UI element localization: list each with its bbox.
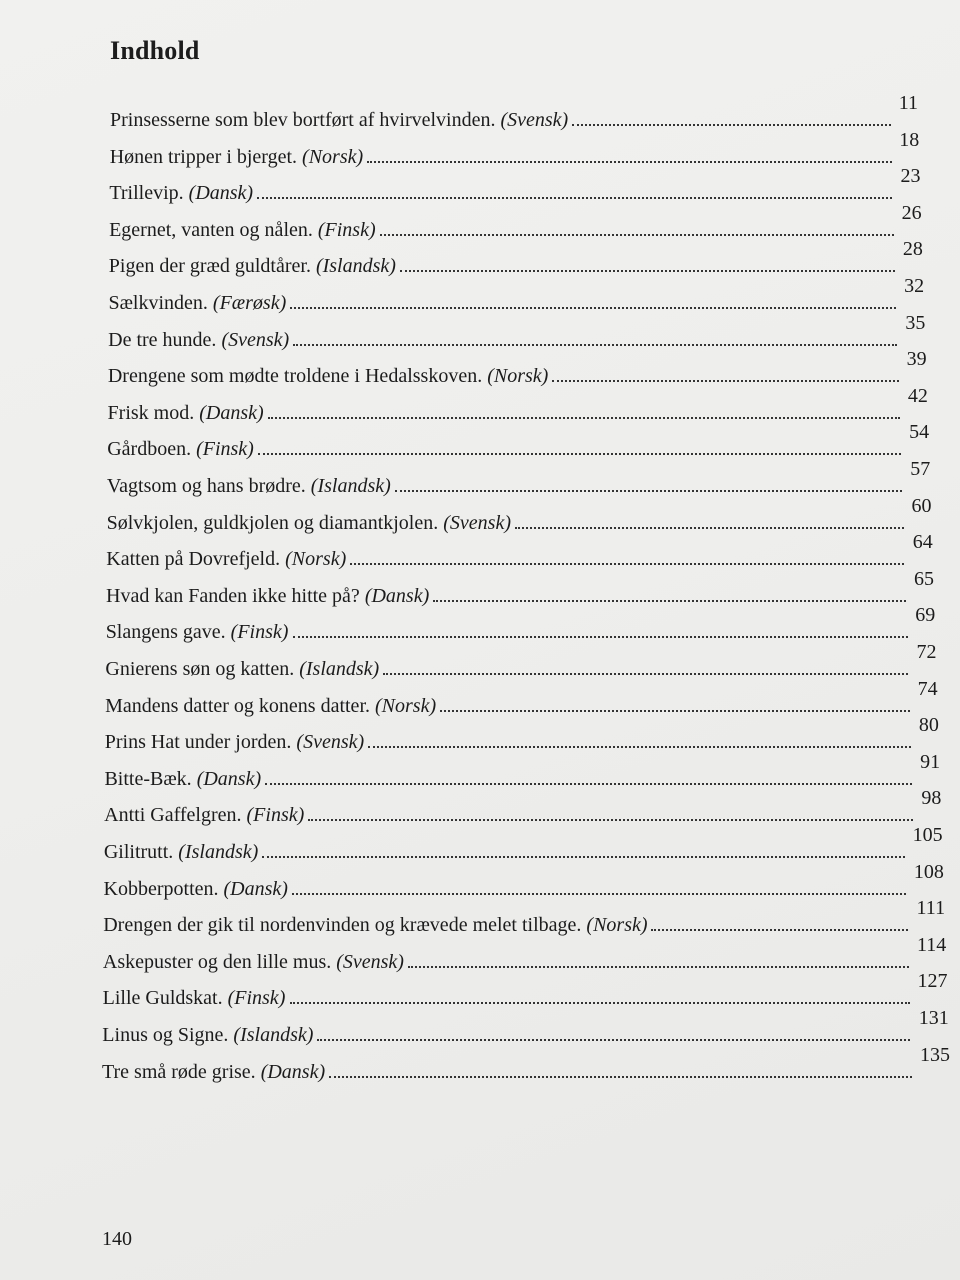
entry-origin: (Dansk) bbox=[196, 767, 262, 790]
entry-page-number: 72 bbox=[916, 641, 937, 663]
toc-entry bbox=[107, 458, 930, 498]
dot-leader bbox=[268, 417, 900, 419]
entry-page-number: 114 bbox=[917, 933, 947, 956]
dot-leader bbox=[262, 856, 905, 858]
entry-origin: (Dansk) bbox=[364, 584, 430, 607]
entry-origin: (Norsk) bbox=[285, 548, 347, 571]
toc-entry bbox=[103, 970, 948, 1010]
entry-title-text: Sølvkjolen, guldkjolen og diamantkjolen. bbox=[106, 511, 439, 534]
entry-title-text: Linus og Signe. bbox=[102, 1024, 229, 1046]
toc-entry bbox=[105, 678, 938, 718]
entry-page-number: 127 bbox=[917, 970, 948, 993]
entry-title-text: Gnierens søn og katten. bbox=[105, 658, 295, 680]
entry-title-text: Kobberpotten. bbox=[103, 877, 219, 900]
entry-title-text: Prinsesserne som blev bortført af hvirvelvinden. bbox=[110, 109, 496, 131]
dot-leader bbox=[258, 453, 901, 455]
page-title: Indhold bbox=[110, 36, 200, 65]
entry-origin: (Svensk) bbox=[336, 950, 404, 973]
entry-title-text: Vagtsom og hans brødre. bbox=[106, 475, 306, 497]
toc-entry bbox=[108, 312, 925, 352]
entry-title-text: Gilitrutt. bbox=[103, 841, 174, 863]
entry-page-number: 54 bbox=[909, 421, 930, 444]
entry-title-text: Trillevip. bbox=[109, 182, 184, 205]
entry-page-number: 105 bbox=[912, 824, 943, 846]
entry-page-number: 131 bbox=[918, 1007, 949, 1029]
entry-origin: (Islandsk) bbox=[299, 658, 380, 680]
dot-leader bbox=[367, 161, 892, 163]
entry-origin: (Svensk) bbox=[500, 109, 569, 131]
entry-title-text: Drengene som mødte troldene i Hedalsskoven. bbox=[107, 365, 483, 388]
entry-page-number: 64 bbox=[912, 531, 933, 554]
entry-origin: (Islandsk) bbox=[315, 255, 396, 278]
entry-page-number: 111 bbox=[916, 897, 946, 920]
entry-page-number: 60 bbox=[911, 494, 932, 517]
entry-title-text: De tre hunde. bbox=[108, 328, 217, 351]
toc-entry bbox=[102, 1044, 950, 1084]
entry-origin: (Dansk) bbox=[223, 877, 288, 900]
toc-entry bbox=[110, 92, 918, 132]
entry-origin: (Svensk) bbox=[296, 731, 365, 754]
entry-origin: (Dansk) bbox=[260, 1060, 326, 1083]
page-number: 140 bbox=[102, 1228, 132, 1250]
toc-entry bbox=[104, 824, 943, 864]
toc-entry bbox=[108, 385, 928, 425]
entry-page-number: 23 bbox=[900, 165, 921, 188]
dot-leader bbox=[440, 710, 910, 712]
entry-page-number: 39 bbox=[906, 348, 927, 371]
entry-origin: (Finsk) bbox=[196, 438, 254, 461]
toc-entry bbox=[104, 751, 940, 791]
toc-entry bbox=[109, 202, 922, 242]
toc-entry bbox=[105, 714, 939, 754]
dot-leader bbox=[329, 1076, 912, 1078]
entry-title-text: Katten på Dovrefjeld. bbox=[106, 548, 281, 571]
toc-entry bbox=[107, 421, 929, 461]
entry-origin: (Islandsk) bbox=[233, 1024, 314, 1046]
dot-leader bbox=[395, 490, 902, 492]
entry-title-text: Mandens datter og konens datter. bbox=[105, 694, 370, 717]
toc-entry bbox=[106, 531, 932, 571]
entry-origin: (Dansk) bbox=[188, 182, 254, 205]
toc-entry bbox=[106, 604, 936, 644]
dot-leader bbox=[380, 234, 894, 236]
entry-page-number: 69 bbox=[915, 604, 936, 627]
entry-page-number: 98 bbox=[921, 787, 942, 810]
entry-origin: (Færøsk) bbox=[212, 292, 287, 314]
dot-leader bbox=[265, 783, 912, 785]
dot-leader bbox=[383, 673, 908, 675]
dot-leader bbox=[290, 1002, 910, 1004]
entry-page-number: 74 bbox=[917, 677, 938, 700]
entry-origin: (Norsk) bbox=[487, 365, 549, 388]
toc-entry bbox=[104, 787, 941, 827]
entry-origin: (Finsk) bbox=[227, 987, 286, 1010]
toc-entry bbox=[107, 495, 932, 535]
dot-leader bbox=[400, 270, 895, 272]
dot-leader bbox=[290, 307, 896, 309]
entry-title-text: Tre små røde grise. bbox=[102, 1060, 256, 1083]
dot-leader bbox=[433, 600, 906, 602]
entry-title-text: Slangens gave. bbox=[105, 621, 226, 644]
toc-entry bbox=[108, 275, 924, 315]
toc-entry bbox=[109, 165, 920, 205]
dot-leader bbox=[515, 527, 904, 529]
entry-origin: (Norsk) bbox=[375, 694, 437, 717]
toc-entry bbox=[105, 641, 936, 681]
entry-title-text: Gårdboen. bbox=[107, 438, 192, 461]
dot-leader bbox=[572, 124, 891, 126]
entry-title-text: Prins Hat under jorden. bbox=[104, 731, 292, 754]
toc-entry bbox=[102, 1007, 948, 1047]
entry-page-number: 35 bbox=[905, 311, 926, 334]
entry-origin: (Dansk) bbox=[199, 401, 264, 424]
dot-leader bbox=[317, 1039, 910, 1041]
entry-origin: (Norsk) bbox=[586, 914, 648, 937]
entry-title-text: Sælkvinden. bbox=[108, 292, 208, 314]
entry-origin: (Finsk) bbox=[317, 218, 376, 241]
entry-page-number: 57 bbox=[910, 458, 931, 480]
entry-origin: (Svensk) bbox=[443, 511, 511, 534]
toc-entry bbox=[104, 861, 944, 901]
entry-page-number: 11 bbox=[898, 92, 918, 114]
toc-entry bbox=[103, 897, 945, 937]
dot-leader bbox=[308, 819, 913, 821]
dot-leader bbox=[368, 746, 911, 748]
toc-entry bbox=[109, 238, 923, 278]
entry-title-text: Frisk mod. bbox=[107, 401, 195, 424]
entry-title-text: Hvad kan Fanden ikke hitte på? bbox=[106, 584, 360, 607]
entry-origin: (Svensk) bbox=[221, 328, 290, 351]
entry-origin: (Islandsk) bbox=[310, 475, 391, 497]
dot-leader bbox=[651, 929, 908, 931]
entry-page-number: 91 bbox=[920, 750, 941, 773]
toc-entry bbox=[108, 348, 927, 388]
entry-title-text: Askepuster og den lille mus. bbox=[102, 950, 332, 973]
dot-leader bbox=[293, 344, 897, 346]
dot-leader bbox=[552, 380, 899, 382]
entry-origin: (Norsk) bbox=[302, 145, 364, 168]
entry-title-text: Pigen der græd guldtårer. bbox=[108, 255, 311, 278]
toc-entry bbox=[106, 568, 934, 608]
entry-title-text: Egernet, vanten og nålen. bbox=[109, 218, 313, 241]
entry-title-text: Drengen der gik til nordenvinden og krævede melet tilbage. bbox=[103, 914, 582, 937]
dot-leader bbox=[292, 893, 906, 895]
entry-origin: (Islandsk) bbox=[178, 841, 259, 863]
dot-leader bbox=[408, 966, 909, 968]
entry-title bbox=[102, 1060, 325, 1084]
entry-page-number: 26 bbox=[901, 201, 922, 224]
entry-page-number: 28 bbox=[902, 238, 923, 261]
dot-leader bbox=[293, 636, 908, 638]
dot-leader bbox=[257, 197, 892, 199]
entry-title-text: Bitte-Bæk. bbox=[104, 767, 192, 790]
entry-page-number: 18 bbox=[899, 128, 920, 151]
entry-title-text: Lille Guldskat. bbox=[102, 987, 223, 1010]
entry-title-text: Antti Gaffelgren. bbox=[104, 804, 242, 827]
entry-origin: (Finsk) bbox=[230, 621, 289, 644]
toc-entry bbox=[110, 129, 920, 169]
entry-page-number: 42 bbox=[907, 384, 928, 407]
entry-page-number: 80 bbox=[918, 714, 939, 737]
entry-page-number: 108 bbox=[913, 860, 944, 883]
toc-entry bbox=[103, 934, 946, 974]
entry-page-number: 135 bbox=[920, 1043, 950, 1066]
entry-origin: (Finsk) bbox=[246, 804, 305, 827]
entry-page-number: 32 bbox=[904, 275, 925, 297]
entry-page-number: 65 bbox=[914, 567, 934, 590]
dot-leader bbox=[350, 563, 904, 565]
entry-title-text: Hønen tripper i bjerget. bbox=[109, 145, 298, 168]
